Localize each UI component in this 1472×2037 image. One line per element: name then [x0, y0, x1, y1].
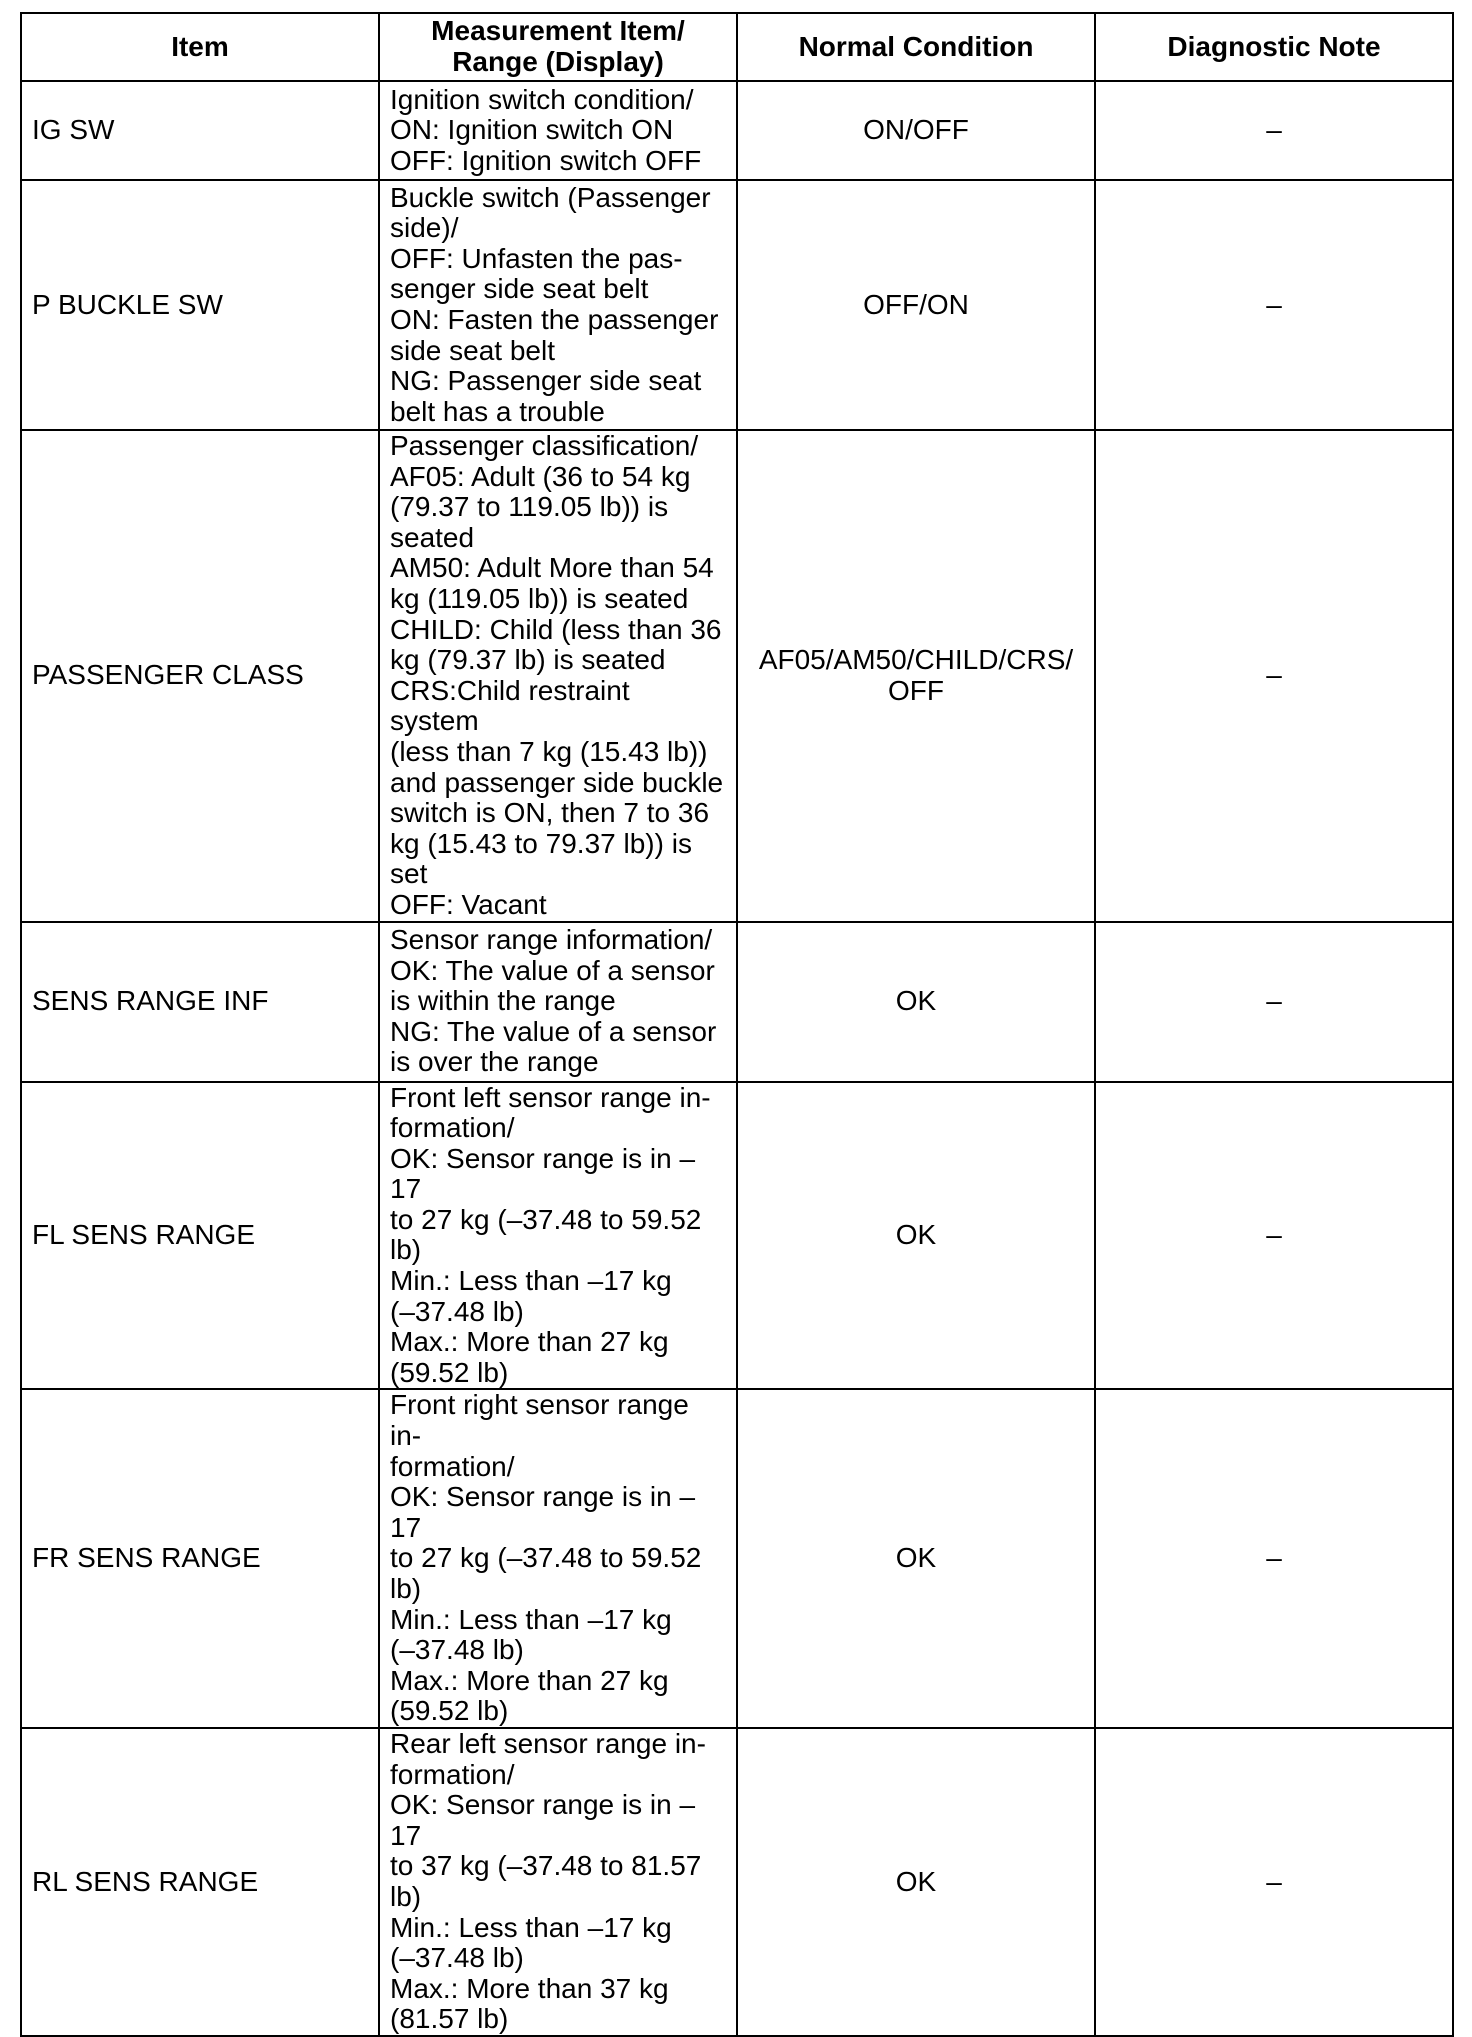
table-row — [21, 922, 1453, 1082]
measurement-cell: Rear left sensor range in- formation/ OK: Sensor range is in –17 to 37 kg (–37.48 to 81.57 lb) Min.: Less than –17 kg (–37.48 lb) Max.: More than 37 kg (81.57 lb) — [379, 1728, 737, 2036]
table-row — [21, 1728, 1453, 2036]
header-diagnostic-note: Diagnostic Note — [1095, 13, 1453, 81]
table-row — [21, 81, 1453, 180]
table-row — [21, 1082, 1453, 1390]
measurement-cell: Passenger classification/ AF05: Adult (36 to 54 kg (79.37 to 119.05 lb)) is seated AM50: Adult More than 54 kg (119.05 lb)) is seated CHILD: Child (less than 36 kg (79.37 lb) is seated CRS:Child restraint system (less than 7 kg (15.43 lb)) and passenger side buckle switch is ON, then 7 to 36 kg (15.43 to 79.37 lb)) is set OFF: Vacant — [379, 430, 737, 922]
measurement-cell: Sensor range information/ OK: The value of a sensor is within the range NG: The value of a sensor is over the range — [379, 922, 737, 1082]
normal-condition-cell: OK — [737, 1389, 1095, 1728]
item-cell: RL SENS RANGE — [21, 1728, 379, 2036]
normal-condition-cell: OK — [737, 1728, 1095, 2036]
diagnostic-note-cell: – — [1095, 430, 1453, 922]
normal-condition-cell: OFF/ON — [737, 180, 1095, 430]
normal-condition-cell: OK — [737, 922, 1095, 1082]
header-measurement: Measurement Item/ Range (Display) — [379, 13, 737, 81]
measurement-cell: Front left sensor range in- formation/ OK: Sensor range is in –17 to 27 kg (–37.48 to 59.52 lb) Min.: Less than –17 kg (–37.48 lb) Max.: More than 27 kg (59.52 lb) — [379, 1082, 737, 1390]
table-row — [21, 180, 1453, 430]
diagnostic-note-cell: – — [1095, 1082, 1453, 1390]
measurement-cell: Buckle switch (Passenger side)/ OFF: Unfasten the pas- senger side seat belt ON: Fasten the passenger side seat belt NG: Passenger side seat belt has a trouble — [379, 180, 737, 430]
diagnostic-note-cell: – — [1095, 1728, 1453, 2036]
diagnostic-note-cell: – — [1095, 1389, 1453, 1728]
item-cell: IG SW — [21, 81, 379, 180]
normal-condition-cell: OK — [737, 1082, 1095, 1390]
item-cell: PASSENGER CLASS — [21, 430, 379, 922]
measurement-cell: Ignition switch condition/ ON: Ignition switch ON OFF: Ignition switch OFF — [379, 81, 737, 180]
header-row — [21, 13, 1453, 81]
measurement-cell: Front right sensor range in- formation/ OK: Sensor range is in –17 to 27 kg (–37.48 to 59.52 lb) Min.: Less than –17 kg (–37.48 lb) Max.: More than 27 kg (59.52 lb) — [379, 1389, 737, 1728]
item-cell: FR SENS RANGE — [21, 1389, 379, 1728]
diagnostic-note-cell: – — [1095, 922, 1453, 1082]
diagnostic-note-cell: – — [1095, 81, 1453, 180]
item-cell: SENS RANGE INF — [21, 922, 379, 1082]
table-row — [21, 430, 1453, 922]
header-normal-condition: Normal Condition — [737, 13, 1095, 81]
table-row — [21, 1389, 1453, 1728]
header-item: Item — [21, 13, 379, 81]
data-list-table — [20, 12, 1454, 2037]
diagnostic-note-cell: – — [1095, 180, 1453, 430]
item-cell: FL SENS RANGE — [21, 1082, 379, 1390]
item-cell: P BUCKLE SW — [21, 180, 379, 430]
normal-condition-cell: ON/OFF — [737, 81, 1095, 180]
normal-condition-cell: AF05/AM50/CHILD/CRS/ OFF — [737, 430, 1095, 922]
